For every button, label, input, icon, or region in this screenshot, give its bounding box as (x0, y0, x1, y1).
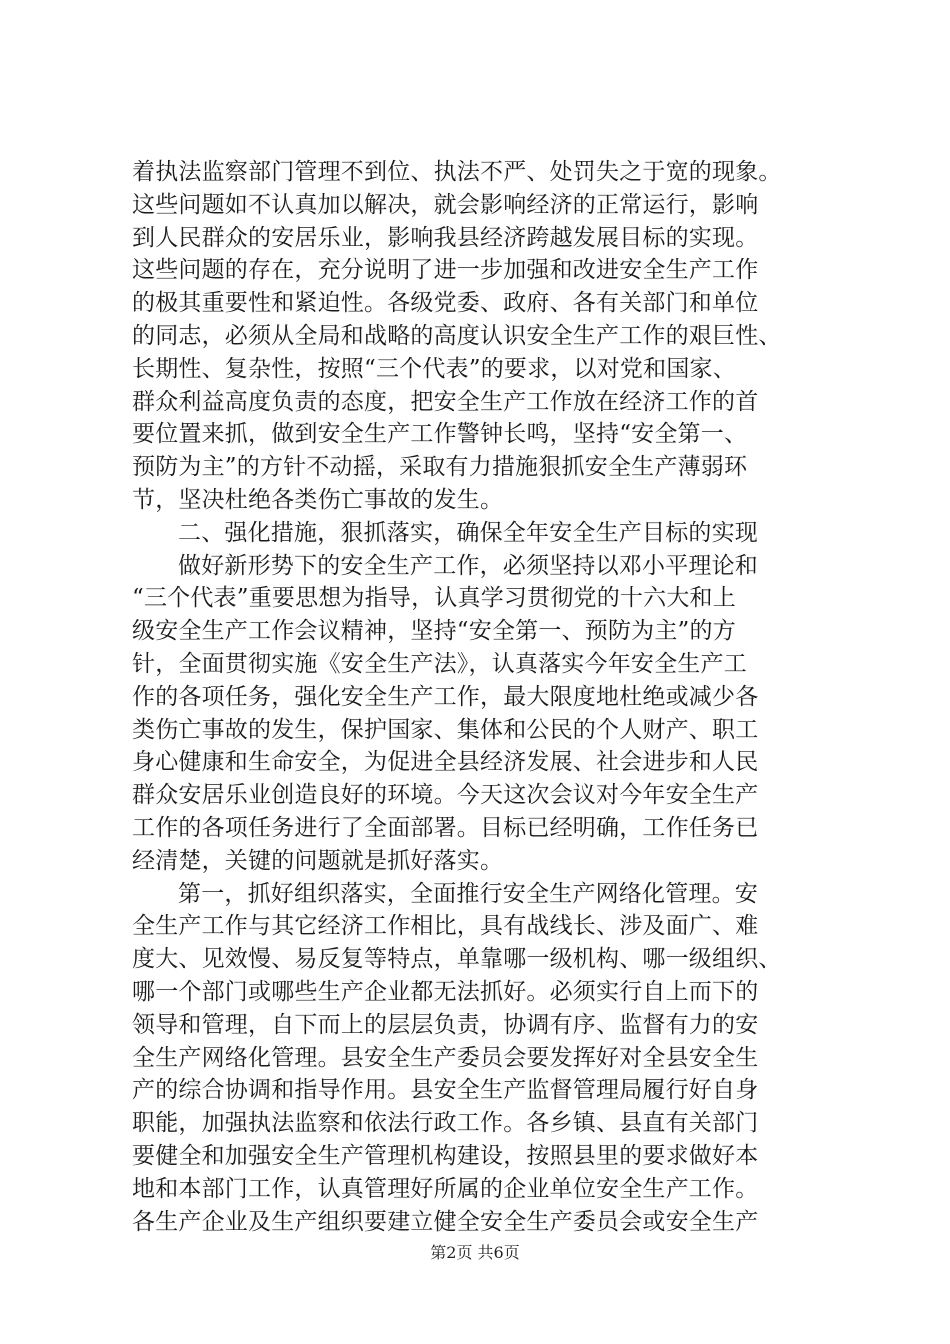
text-line: 长期性、复杂性，按照“三个代表”的要求，以对党和国家、 (132, 355, 736, 382)
text-line: 的极其重要性和紧迫性。各级党委、政府、各有关部门和单位 (132, 290, 759, 317)
text-line: 着执法监察部门管理不到位、执法不严、处罚失之于宽的现象。 (132, 159, 782, 185)
text-line: 的同志，必须从全局和战略的高度认识安全生产工作的艰巨性、 (132, 322, 782, 349)
text-line: 全生产工作与其它经济工作相比，具有战线长、涉及面广、难 (132, 913, 759, 940)
text-line: 群众利益高度负责的态度，把安全生产工作放在经济工作的首 (132, 388, 759, 415)
text-line: 类伤亡事故的发生，保护国家、集体和公民的个人财产、职工 (132, 716, 759, 743)
text-line: 地和本部门工作，认真管理好所属的企业单位安全生产工作。 (132, 1175, 759, 1202)
text-line: 作的各项任务，强化安全生产工作，最大限度地杜绝或减少各 (132, 683, 759, 710)
text-line: 哪一个部门或哪些生产企业都无法抓好。必须实行自上而下的 (132, 978, 759, 1005)
text-line: 预防为主”的方针不动摇，采取有力措施狠抓安全生产薄弱环 (132, 454, 748, 481)
text-line: 度大、见效慢、易反复等特点，单靠哪一级机构、哪一级组织、 (132, 946, 782, 973)
text-line: 这些问题的存在，充分说明了进一步加强和改进安全生产工作 (132, 257, 759, 284)
text-line: 全生产网络化管理。县安全生产委员会要发挥好对全县安全生 (132, 1044, 759, 1071)
text-line: 要健全和加强安全生产管理机构建设，按照县里的要求做好本 (132, 1142, 759, 1169)
text-line: 职能，加强执法监察和依法行政工作。各乡镇、县直有关部门 (132, 1110, 759, 1137)
text-line: 这些问题如不认真加以解决，就会影响经济的正常运行，影响 (132, 191, 759, 218)
text-line: 经清楚，关键的问题就是抓好落实。 (132, 847, 504, 874)
document-body (132, 156, 832, 1238)
text-line: 领导和管理，自下而上的层层负责，协调有序、监督有力的安 (132, 1011, 759, 1038)
text-line: 二、强化措施，狠抓落实，确保全年安全生产目标的实现 (178, 519, 758, 546)
text-line: 做好新形势下的安全生产工作，必须坚持以邓小平理论和 (178, 552, 758, 579)
text-line: 级安全生产工作会议精神，坚持“安全第一、预防为主”的方 (132, 618, 736, 645)
page-footer: 第2页 共6页 (430, 1243, 520, 1262)
text-line: 身心健康和生命安全，为促进全县经济发展、社会进步和人民 (132, 749, 759, 776)
text-line: 节，坚决杜绝各类伤亡事故的发生。 (132, 486, 504, 513)
text-line: 群众安居乐业创造良好的环境。今天这次会议对今年安全生产 (132, 782, 759, 809)
text-line: 针，全面贯彻实施《安全生产法》，认真落实今年安全生产工 (132, 650, 747, 677)
text-line: 各生产企业及生产组织要建立健全安全生产委员会或安全生产 (132, 1208, 759, 1235)
text-line: 到人民群众的安居乐业，影响我县经济跨越发展目标的实现。 (132, 224, 759, 251)
text-line: “三个代表”重要思想为指导，认真学习贯彻党的十六大和上 (132, 585, 736, 612)
text-line: 产的综合协调和指导作用。县安全生产监督管理局履行好自身 (132, 1077, 759, 1104)
text-line: 工作的各项任务进行了全面部署。目标已经明确，工作任务已 (132, 814, 759, 841)
text-line: 第一，抓好组织落实，全面推行安全生产网络化管理。安 (178, 880, 758, 907)
text-line: 要位置来抓，做到安全生产工作警钟长鸣，坚持“安全第一、 (132, 421, 748, 448)
